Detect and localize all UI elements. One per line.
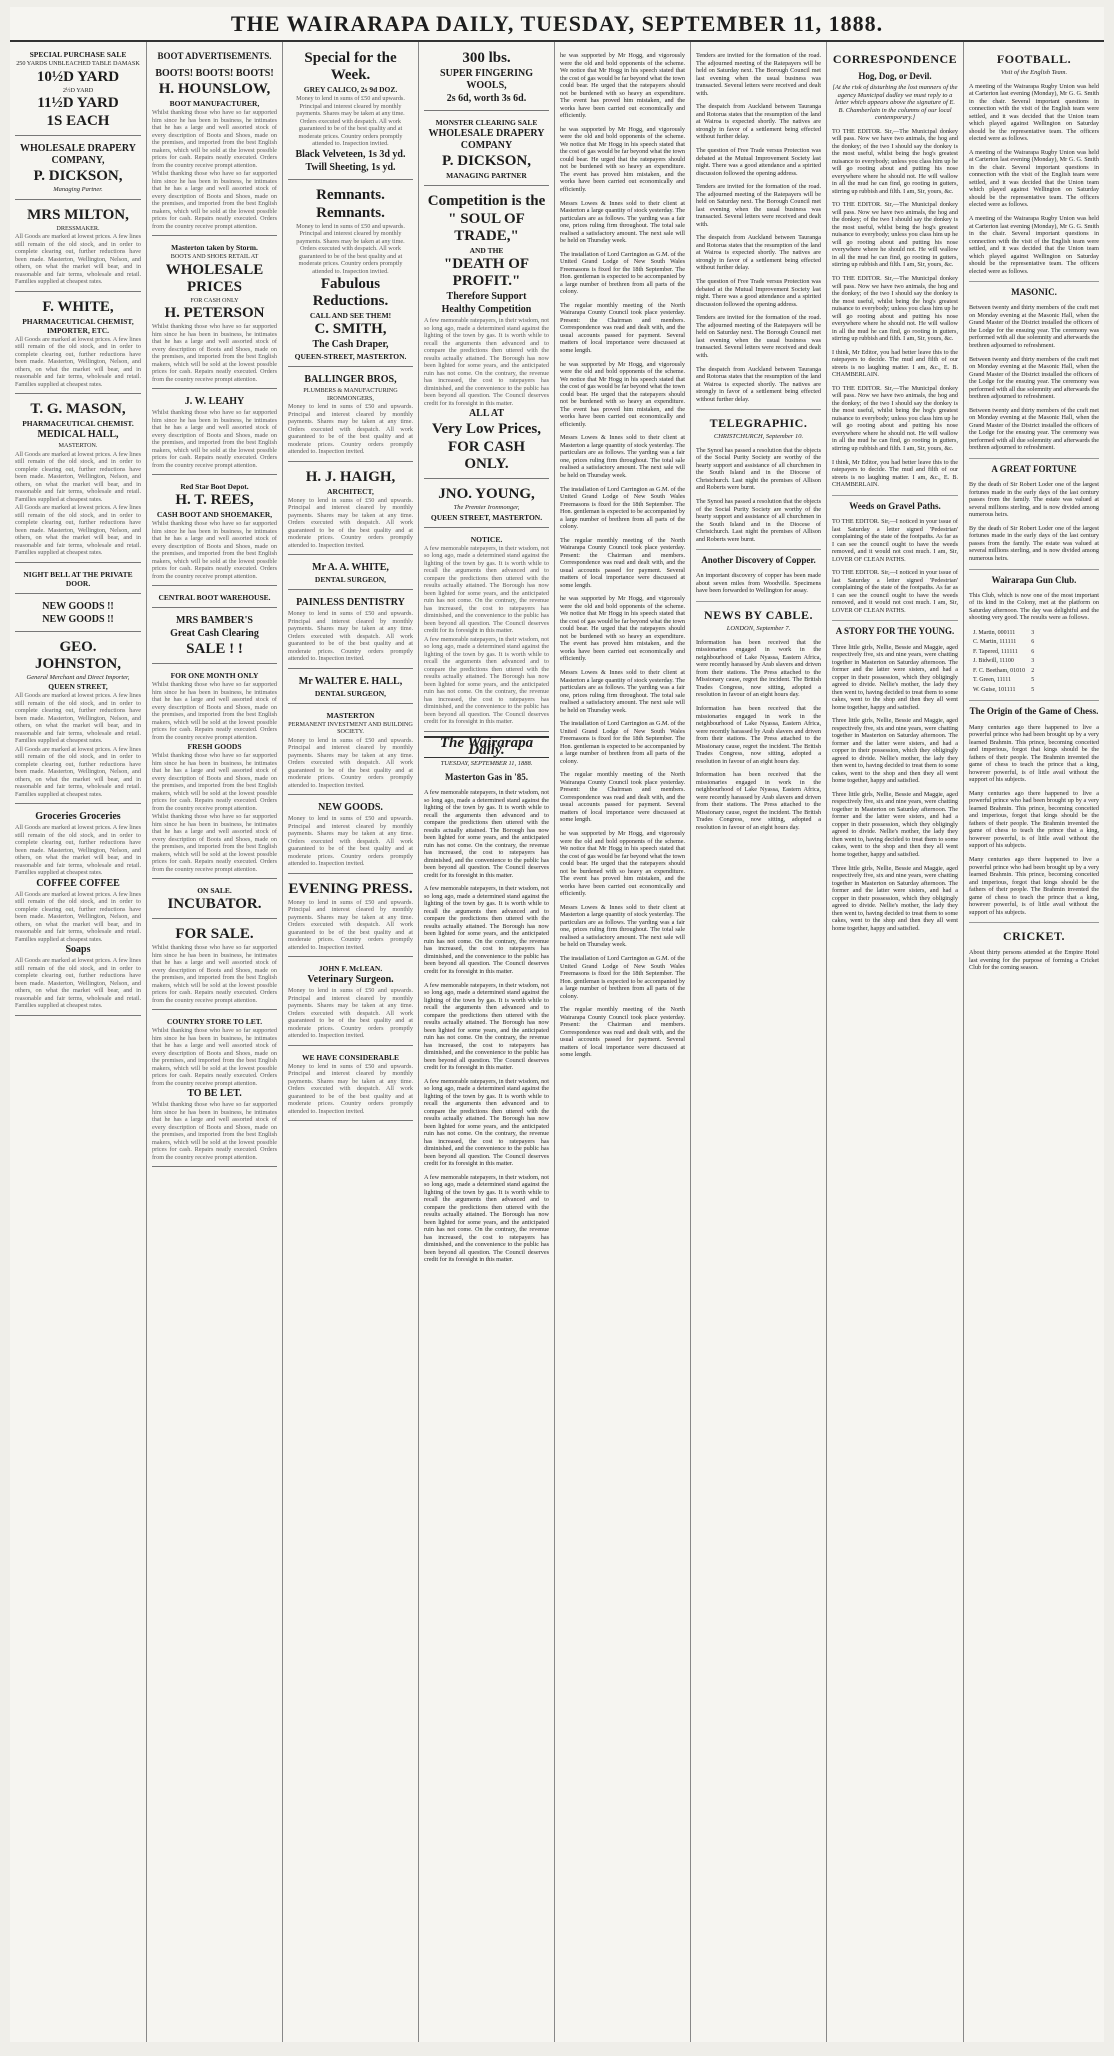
divider xyxy=(832,620,958,621)
ad-central-boot xyxy=(152,589,277,608)
article-body: Many centuries ago there happened to live a powerful prince who had been brought up by a very learned Brahmin. This prince, becoming conceited and imperious, forgot that kings should be the fathers of their people. The Brahmin invented the game of chess to teach the prince that a king, however powerful, is of little avail without the support of his subjects. xyxy=(969,723,1099,784)
ad-sub2: MEDICAL HALL, xyxy=(37,429,119,440)
ad-leahy xyxy=(152,392,277,475)
ad-sub: ARCHITECT, xyxy=(327,486,374,496)
article-body: TO THE EDITOR. Sir,—The Municipal donkey will pass. Now we have two animals, the hog and the donkey; of the two I should say the donkey is the most useful, whilst being the hog's greatest nuisance to everybody; unless you class him up he will go rooting about and putting his nose everywhere where he should not. He will wallow in all the mud he can find, go rooting in gutters, stirring up rubbish and filth. I am, Sir, yours, &c. xyxy=(832,384,958,452)
ad-body: All Goods are marked at lowest prices. A few lines still remain of the old stock, and in order to complete clearing out, further reductions have been made. Masterton, Wellington, Nelson, and others, on what the market will bear, and in reasonable and fair terms, wholesale and retail. Families supplied at cheapest rates. xyxy=(15,890,141,943)
ad-body: Whilst thanking those who have so far supported him since he has been in business, he intimates that he has a large and well assorted stock of every description of Boots and Shoes, made on the premises, and imported from the best English makers, which will be sold at the lowest possible prices for cash. Repairs neatly executed. Orders from the country receive prompt attention. xyxy=(152,944,277,1004)
divider xyxy=(696,549,821,550)
ad-title: FOR ONE MONTH ONLY xyxy=(170,671,259,680)
ad-role: DRESSMAKER. xyxy=(56,224,100,232)
ad-body: Money to lend in sums of £50 and upwards. Principal and interest cleared by monthly payments. Shares may be taken at any time. Orders executed with despatch. All work guaranteed to be of the best quality and at moderate prices. Country orders promptly attended to. Inspection invited. xyxy=(288,815,413,867)
divider xyxy=(969,281,1099,282)
ad-title: WE HAVE CONSIDERABLE xyxy=(302,1052,399,1062)
ad-store-to-let xyxy=(152,1013,277,1167)
article-body: TO THE EDITOR. Sir,—The Municipal donkey will pass. Now we have two animals, the hog and the donkey; of the two I should say the donkey is the most useful, whilst being the hog's greatest nuisance to everybody; unless you class him up he will go rooting about and putting his nose everywhere where he should not. He will wallow in all the mud he can find, go rooting in gutters, stirring up rubbish and filth. I am, Sir, yours, &c. xyxy=(832,275,958,343)
table-cell: F. Tapered, 111111 xyxy=(973,648,1018,655)
ad-name: H. HOUNSLOW, xyxy=(158,81,271,97)
ad-sub: WHOLESALE DRAPERY COMPANY xyxy=(428,128,545,151)
ad-title: 300 lbs. xyxy=(462,50,511,66)
ad-name: P. DICKSON, xyxy=(33,168,123,184)
table-row xyxy=(971,630,1036,638)
article-body: Messrs Lowes & Innes sold to their client at Masterton a large quantity of stock yesterday. The particulars are as follows. The yarding was a fair one, prices ruling firm throughout. The total sale realised a satisfactory amount. The next sale will be held on Thursday week. xyxy=(560,903,685,949)
article-body: About thirty persons attended at the Empire Hotel last evening for the purpose of forming a Cricket Club for the coming season. xyxy=(969,949,1099,972)
ad-big: Fabulous Reductions. xyxy=(312,276,389,309)
ad-title: FOR SALE. xyxy=(175,926,254,942)
article-body: Messrs Lowes & Innes sold to their client at Masterton a large quantity of stock yesterday. The particulars are as follows. The yarding was a fair one, prices ruling firm throughout. The total sale realised a satisfactory amount. The next sale will be held on Thursday week. xyxy=(560,199,685,245)
section-heading: A STORY FOR THE YOUNG. xyxy=(835,626,955,637)
divider xyxy=(832,495,958,496)
ad-sub: SUPER FINGERING WOOLS, xyxy=(439,68,534,91)
article-body: The question of Free Trade versus Protection was debated at the Mutual Improvement Society last night. There was a good attendance and a spirited discussion followed the opening address. xyxy=(696,147,821,177)
ad-sub: PHARMACEUTICAL CHEMIST, IMPORTER, ETC. xyxy=(22,316,134,335)
ad-body: Money to lend in sums of £50 and upwards. Principal and interest cleared by monthly payments. Shares may be taken at any time. Orders executed with despatch. All work guaranteed to be of the best quality and at moderate prices. Country orders promptly attended to. Inspection invited. xyxy=(288,610,413,662)
section-heading: The Origin of the Game of Chess. xyxy=(969,706,1099,717)
table-cell: F. C. Beetham, 01010 xyxy=(973,667,1026,674)
table-row xyxy=(971,668,1036,676)
ad-body: Whilst thanking those who have so far supported him since he has been in business, he intimates that he has a large and well assorted stock of every description of Boots and Shoes, made on the premises, and imported from the best English makers, which will be sold at the lowest possible prices for cash. Repairs neatly executed. Orders from the country receive prompt attention. xyxy=(152,813,277,873)
ad-body: All Goods are marked at lowest prices. A few lines still remain of the old stock, and in order to complete clearing out, further reductions have been made. Masterton, Wellington, Nelson, and others, on what the market will bear, and in reasonable and fair terms, wholesale and retail. Families supplied at cheapest rates. xyxy=(15,692,141,744)
divider xyxy=(969,922,1099,923)
ad-title: CENTRAL BOOT WAREHOUSE. xyxy=(158,593,271,602)
article-body: The despatch from Auckland between Tauranga and Rotorua states that the resumption of the land at Wairoa is expected shortly. The natives are strongly in favor of a settlement being effected without further delay. xyxy=(696,103,821,141)
ad-title: Competition is the xyxy=(427,193,546,209)
ad-haigh xyxy=(288,465,413,556)
article-body: he was supported by Mr Hogg, and vigorously were the old and bold opponents of the scheme. We notice that Mr Hogg in his speech stated that the cost of gas would be far beyond what the town could bear. He urged that the ratepayers should not be burdened with so heavy an expenditure. The event has proved him mistaken, and the works have been carried out economically and efficiently. xyxy=(560,360,685,428)
ad-title: Soaps xyxy=(65,944,91,955)
section-heading: NEWS BY CABLE. xyxy=(704,608,813,623)
ad-body: All Goods are marked at lowest prices. A few lines still remain of the old stock, and in order to complete clearing out, further reductions have been made. Masterton, Wellington, Nelson, and others, on what the market will bear, and in reasonable and fair terms, wholesale and retail. Families supplied at cheapest rates. xyxy=(15,233,141,285)
article-body: The regular monthly meeting of the North Wairarapa County Council took place yesterday. Present: the Chairman and members. Correspondence was read and dealt with, and the usual accounts passed for payment. Several matters of local importance were discussed at some length. xyxy=(560,1006,685,1059)
ad-sub: DENTAL SURGEON, xyxy=(314,575,387,584)
article-body: The despatch from Auckland between Tauranga and Rotorua states that the resumption of the land at Wairoa is expected shortly. The natives are strongly in favor of a settlement being effected without further delay. xyxy=(696,365,821,403)
article-body: A meeting of the Wairarapa Rugby Union was held at Carterton last evening (Monday), Mr G. G. Smith in the chair. Several important questions in connection with the visit of the English team were settled, and it was decided that the Union team which played against Wellington on Saturday should be the representative team. The officers elected were as follows. xyxy=(969,148,1099,209)
ad-big: INCUBATOR. xyxy=(167,896,262,912)
ad-title: JOHN F. McLEAN. xyxy=(318,964,383,973)
ad-building-society xyxy=(288,707,413,796)
ad-jno-young xyxy=(424,482,549,528)
article-body: Tenders are invited for the formation of the road. The adjourned meeting of the Ratepayers will be held on Saturday next. The Borough Council met last evening when the usual business was transacted. Several letters were received and dealt with. xyxy=(696,314,821,359)
ad-body: All Goods are marked at lowest prices. A few lines still remain of the old stock, and in order to complete clearing out, further reductions have been made. Masterton, Wellington, Nelson, and others, on what the market will bear, and in reasonable and fair terms, wholesale and retail. Families supplied at cheapest rates. xyxy=(15,745,141,798)
table-cell: 5 xyxy=(1031,677,1035,684)
ad-big: FOR CASH ONLY. xyxy=(447,439,526,472)
ad-title: GEO. JOHNSTON, xyxy=(35,638,121,672)
ad-and: AND THE xyxy=(469,246,504,255)
article-body: Between twenty and thirty members of the craft met on Monday evening at the Masonic Hall, when the Grand Master of the District installed the officers of the Lodge for the ensuing year. The ceremony was performed with all due solemnity and afterwards the brethren adjourned to refreshment. xyxy=(969,304,1099,349)
ad-title: Remnants. xyxy=(316,186,385,203)
article-body: The installation of Lord Carrington as G.M. of the United Grand Lodge of New South Wales Freemasons is fixed for the 18th September. The Hon. gentleman is expected to be accompanied by a large number of brethren from all parts of the colony. xyxy=(560,720,685,765)
ad-body: All Goods are marked at lowest prices. A few lines still remain of the old stock, and in order to complete clearing out, further reductions have been made. Masterton, Wellington, Nelson, and others, on what the market will bear, and in reasonable and fair terms, wholesale and retail. Families supplied at cheapest rates. xyxy=(15,824,141,876)
section-heading: CRICKET. xyxy=(1002,929,1066,944)
ad-place: QUEEN-STREET, MASTERTON. xyxy=(294,352,407,361)
newspaper-page xyxy=(10,7,1104,2042)
table-cell: W. Guise, 101111 xyxy=(973,686,1016,693)
article-body: The installation of Lord Carrington as G.M. of the United Grand Lodge of New South Wales Freemasons is fixed for the 18th September. The Hon. gentleman is expected to be accompanied by a large number of brethren from all parts of the colony. xyxy=(560,250,685,296)
ad-body: Money to lend in sums of £50 and upwards. Principal and interest cleared by monthly payments. Shares may be taken at any time. Orders executed with despatch. All work guaranteed to be of the best quality and at moderate prices. Country orders promptly attended to. Inspection invited. xyxy=(288,403,413,455)
article-body: I think, Mr Editor, you had better leave this to the ratepayers to decide. The mud and filth of our streets is no laughing matter. I am, &c., E. B. CHAMBERLAIN. xyxy=(832,458,958,489)
table-cell: T. Green, 11111 xyxy=(973,677,1011,684)
ad-quote: "DEATH OF PROFIT." xyxy=(443,256,530,289)
column-3 xyxy=(283,42,419,2042)
ad-body: Whilst thanking those who have so far supported him since he has been in business, he intimates that he has a large and well assorted stock of every description of Boots and Shoes, made on the premises, and imported from the best English makers, which will be sold at the lowest possible prices for cash. Repairs neatly executed. Orders from the country receive prompt attention. xyxy=(152,409,277,469)
ad-evening-press xyxy=(288,877,413,958)
ad-sub: PLUMBERS & MANUFACTURING IRONMONGERS, xyxy=(303,387,398,402)
ad-title: NEW GOODS !! xyxy=(42,600,114,612)
article-body: Tenders are invited for the formation of the road. The adjourned meeting of the Ratepayers will be held on Saturday next. The Borough Council met last evening when the usual business was transacted. Several letters were received and dealt with. xyxy=(696,52,821,97)
ad-line: Twill Sheeting, 1s yd. xyxy=(305,161,396,173)
ad-special-week xyxy=(288,46,413,180)
article-body: Messrs Lowes & Innes sold to their client at Masterton a large quantity of stock yesterday. The particulars are as follows. The yarding was a fair one, prices ruling firm throughout. The total sale realised a satisfactory amount. The next sale will be held on Thursday week. xyxy=(560,434,685,479)
ad-name: P. DICKSON, xyxy=(441,153,532,169)
ad-wholesale-drapery xyxy=(15,139,141,200)
ad-body: A few memorable ratepayers, in their wisdom, not so long ago, made a determined stand against the lighting of the town by gas. It is worth while to recall the arguments then advanced and to compare the predictions then uttered with the results actually attained. The Borough has now been lighted for some years, and the anticipated ruin has not come. On the contrary, the revenue has increased, the cost to ratepayers has diminished, and the convenience to the public has been beyond all question. The Council deserves credit for its foresight in this matter. xyxy=(424,544,549,634)
ad-for-sale xyxy=(152,922,277,1010)
ad-special-purchase xyxy=(15,46,141,136)
table-cell: C. Martin, 111111 xyxy=(973,639,1017,646)
ad-title: COFFEE COFFEE xyxy=(36,877,120,889)
ad-sub: NEW GOODS !! xyxy=(42,613,114,625)
ad-place: QUEEN STREET, MASTERTON. xyxy=(430,512,543,522)
article-body: This Club, which is now one of the most important of its kind in the Colony, met at the platform on Saturday afternoon. The day was delightful and the shooting very good. The results were as follows. xyxy=(969,591,1099,622)
divider xyxy=(969,569,1099,570)
article-body: Many centuries ago there happened to live a powerful prince who had been brought up by a very learned Brahmin. This prince, becoming conceited and imperious, forgot that kings should be the fathers of their people. The Brahmin invented the game of chess to teach the prince that a king, however powerful, is of little avail without the support of his subjects. xyxy=(969,856,1099,916)
section-heading: CORRESPONDENCE xyxy=(832,52,958,66)
masthead: THE WAIRARAPA DAILY, TUESDAY, SEPTEMBER 11, 1888. xyxy=(10,7,1104,42)
ad-new-goods xyxy=(15,597,141,632)
table-row xyxy=(971,658,1036,666)
columns xyxy=(10,42,1104,2042)
ad-title: TO BE LET. xyxy=(187,1088,242,1099)
ad-title: MRS MILTON, xyxy=(27,206,129,223)
ad-one-month xyxy=(152,667,277,879)
ad-title: J. W. LEAHY xyxy=(184,396,245,407)
ad-sub: Healthy Competition xyxy=(441,304,532,315)
ad-hounslow xyxy=(152,64,277,236)
ad-body: A few memorable ratepayers, in their wisdom, not so long ago, made a determined stand against the lighting of the town by gas. It is worth while to recall the arguments then advanced and to compare the predictions then uttered with the results actually attained. The Borough has now been lighted for some years, and the anticipated ruin has not come. On the contrary, the revenue has increased, the cost to ratepayers has diminished, and the convenience to the public has been beyond all question. The Council deserves credit for its foresight in this matter. xyxy=(424,317,549,407)
ad-title: ON SALE. xyxy=(197,886,232,895)
ad-johnston xyxy=(15,635,141,805)
divider xyxy=(969,458,1099,459)
article-body: By the death of Sir Robert Loder one of the largest fortunes made in the early days of the last century passes from the family. The estate was valued at several millions sterling, and is now divided among numerous heirs. xyxy=(969,524,1099,562)
table-row xyxy=(971,687,1036,695)
ad-night-bell xyxy=(15,566,141,594)
ad-title: NOTICE. xyxy=(470,534,503,544)
ad-sub: CASH BOOT AND SHOEMAKER, xyxy=(156,510,273,519)
ad-role: MANAGING PARTNER xyxy=(446,171,527,180)
article-body: The regular monthly meeting of the North Wairarapa County Council took place yesterday. Present: the Chairman and members. Correspondence was read and dealt with, and the usual accounts passed for payment. Several matters of local importance were discussed at some length. xyxy=(560,301,685,354)
ad-body: Money to lend in sums of £50 and upwards. Principal and interest cleared by monthly payments. Shares may be taken at any time. Orders executed with despatch. All work guaranteed to be of the best quality and at moderate prices. Country orders promptly attended to. Inspection invited. xyxy=(288,1062,413,1115)
ad-title: Mr A. A. WHITE, xyxy=(312,562,389,573)
ad-f-white xyxy=(15,295,141,395)
ad-notice xyxy=(424,531,549,732)
section-sub: Visit of the English Team. xyxy=(1000,69,1068,76)
letter-title: Hog, Dog, or Devil. xyxy=(858,71,932,81)
column-5 xyxy=(555,42,691,2042)
article-body: TO THE EDITOR. Sir,—I noticed in your issue of last Saturday a letter signed 'Pedestrian' complaining of the state of the footpaths. As far as I can see the council ought to have the weeds removed, and it would not cost much. I am, Sir, LOVER OF CLEAN PATHS. xyxy=(832,518,958,563)
issue-date: TUESDAY, SEPTEMBER 11, 1888. xyxy=(440,759,533,767)
column-4 xyxy=(419,42,555,2042)
ad-mrs-bamber xyxy=(152,611,277,664)
ad-title: WHOLESALE DRAPERY COMPANY, xyxy=(19,143,137,166)
article-body: A few memorable ratepayers, in their wisdom, not so long ago, made a determined stand against the lighting of the town by gas. It is worth while to recall the arguments then advanced and to compare the predictions then uttered with the results actually attained. The Borough has now been lighted for some years, and the anticipated ruin has not come. On the contrary, the revenue has increased, the cost to ratepayers has diminished, and the convenience to the public has been beyond all question. The Council deserves credit for its foresight in this matter. xyxy=(424,981,549,1072)
article-body: I think, Mr Editor, you had better leave this to the ratepayers to decide. The mud and filth of our streets is no laughing matter. I am, &c., E. B. CHAMBERLAIN. xyxy=(832,348,958,379)
ad-mason xyxy=(15,397,141,563)
section-heading: Another Discovery of Copper. xyxy=(701,555,816,566)
ad-sub: BOOTS AND SHOES RETAIL AT xyxy=(170,253,259,260)
scores-table xyxy=(969,628,1038,697)
ad-body: A few memorable ratepayers, in their wisdom, not so long ago, made a determined stand against the lighting of the town by gas. It is worth while to recall the arguments then advanced and to compare the predictions then uttered with the results actually attained. The Borough has now been lighted for some years, and the anticipated ruin has not come. On the contrary, the revenue has increased, the cost to ratepayers has diminished, and the convenience to the public has been beyond all question. The Council deserves credit for its foresight in this matter. xyxy=(424,635,549,725)
ad-sub: FRESH GOODS xyxy=(187,742,242,751)
ad-name: H. PETERSON xyxy=(164,305,265,321)
article-body: Tenders are invited for the formation of the road. The adjourned meeting of the Ratepayers will be held on Saturday next. The Borough Council met last evening when the usual business was transacted. Several letters were received and dealt with. xyxy=(696,183,821,228)
ad-body: Money to lend in sums of £50 and upwards. Principal and interest cleared by monthly payments. Shares may be taken at any time. Orders executed with despatch. All work guaranteed to be of the best quality and at moderate prices. Country orders promptly attended to. Inspection invited. xyxy=(288,736,413,789)
article-body: Three little girls, Nellie, Bessie and Maggie, aged respectively five, six and nine years, were chatting together in Masterton on Saturday afternoon. The former and the latter were sisters, and had a copper in their possession, which they obligingly agreed to divide. Nellie's mother, the lady they then went to, having decided to treat them to some cakes, went to the shop and then they all went home together, happy and satisfied. xyxy=(832,643,958,711)
article-body: The regular monthly meeting of the North Wairarapa County Council took place yesterday. Present: the Chairman and members. Correspondence was read and dealt with, and the usual accounts passed for payment. Several matters of local importance were discussed at some length. xyxy=(560,771,685,824)
ad-groceries xyxy=(15,807,141,1016)
ad-title: PAINLESS DENTISTRY xyxy=(296,597,405,608)
article-title: Masterton Gas in '85. xyxy=(445,772,528,782)
ad-considerable xyxy=(288,1049,413,1122)
article-body: Information has been received that the missionaries engaged in work in the neighbourhood of Lake Nyassa, Eastern Africa, were recently harassed by Arab slavers and driven from their stations. The Press attached to the Missionary cause, regret the incident. The British Trades Congress, now sitting, adopted a resolution in favour of an eight hours day. xyxy=(696,771,821,831)
ad-rees xyxy=(152,478,277,586)
section-heading: TELEGRAPHIC. xyxy=(709,416,808,431)
ad-body: Money to lend in sums of £50 and upwards. Principal and interest cleared by monthly payments. Shares may be taken at any time. Orders executed with despatch. All work guaranteed to be of the best quality and at moderate prices. Country orders promptly attended to. Inspection invited. xyxy=(288,496,413,549)
section-heading: MASONIC. xyxy=(1011,287,1057,298)
article-body: The installation of Lord Carrington as G.M. of the United Grand Lodge of New South Wales Freemasons is fixed for the 18th September. The Hon. gentleman is expected to be accompanied by a large number of brethren from all parts of the colony. xyxy=(560,485,685,530)
ad-body: Whilst thanking those who have so far supported him since he has been in business, he intimates that he has a large and well assorted stock of every description of Boots and Shoes, made on the premises, and imported from the best English makers, which will be sold at the lowest possible prices for cash. Repairs neatly executed. Orders from the country receive prompt attention. xyxy=(152,752,277,812)
ad-name: C. SMITH, xyxy=(314,321,387,337)
divider xyxy=(696,409,821,410)
ad-sub: DENTAL SURGEON, xyxy=(314,688,387,698)
article-body: A few memorable ratepayers, in their wisdom, not so long ago, made a determined stand against the lighting of the town by gas. It is worth while to recall the arguments then advanced and to compare the predictions then uttered with the results actually attained. The Borough has now been lighted for some years, and the anticipated ruin has not come. On the contrary, the revenue has increased, the cost to ratepayers has diminished, and the convenience to the public has been beyond all question. The Council deserves credit for its foresight in this matter. xyxy=(424,789,549,879)
ad-title: MASTERTON xyxy=(326,710,375,720)
table-cell: 6 xyxy=(1031,648,1035,655)
table-cell: J. Martin, 000111 xyxy=(973,629,1016,636)
article-body: By the death of Sir Robert Loder one of the largest fortunes made in the early days of the last century passes from the family. The estate was valued at several millions sterling, and is now divided among numerous heirs. xyxy=(969,481,1099,519)
article-body: Between twenty and thirty members of the craft met on Monday evening at the Masonic Hall, when the Grand Master of the District installed the officers of the Lodge for the ensuing year. The ceremony was performed with all due solemnity and afterwards the brethren adjourned to refreshment. xyxy=(969,406,1099,452)
article-body: he was supported by Mr Hogg, and vigorously were the old and bold opponents of the scheme. We notice that Mr Hogg in his speech stated that the cost of gas would be far beyond what the town could bear. He urged that the ratepayers should not be burdened with so heavy an expenditure. The event has proved him mistaken, and the works have been carried out economically and efficiently. xyxy=(560,830,685,898)
section-header: BOOT ADVERTISEMENTS. xyxy=(157,51,272,61)
ad-title: SPECIAL PURCHASE SALE xyxy=(29,50,127,59)
ad-cta: CALL AND SEE THEM! xyxy=(309,311,392,320)
ad-big: WHOLESALE PRICES xyxy=(165,261,264,295)
ad-body: All Goods are marked at lowest prices. A few lines still remain of the old stock, and in order to complete clearing out, further reductions have been made. Masterton, Wellington, Nelson, and others, on what the market will bear, and in reasonable and fair terms, wholesale and retail. Families supplied at cheapest rates. xyxy=(15,335,141,388)
ad-body: Money to lend in sums of £50 and upwards. Principal and interest cleared by monthly payments. Shares may be taken at any time. Orders executed with despatch. All work guaranteed to be of the best quality and at moderate prices. Country orders promptly attended to. Inspection invited. xyxy=(296,222,405,275)
ad-body: All Goods are marked at lowest prices. A few lines still remain of the old stock, and in order to complete clearing out, further reductions have been made. Masterton, Wellington, Nelson, and others, on what the market will bear, and in reasonable and fair terms, wholesale and retail. Families supplied at cheapest rates. xyxy=(15,450,141,503)
article-body: The regular monthly meeting of the North Wairarapa County Council took place yesterday. Present: the Chairman and members. Correspondence was read and dealt with, and the usual accounts passed for payment. Several matters of local importance were discussed at some length. xyxy=(560,536,685,589)
ad-body: Money to lend in sums of £50 and upwards. Principal and interest cleared by monthly payments. Shares may be taken at any time. Orders executed with despatch. All work guaranteed to be of the best quality and at moderate prices. Country orders promptly attended to. Inspection invited. xyxy=(288,987,413,1039)
ad-body: Money to lend in sums of £50 and upwards. Principal and interest cleared by monthly payments. Shares may be taken at any time. Orders executed with despatch. All work guaranteed to be of the best quality and at moderate prices. Country orders promptly attended to. Inspection invited. xyxy=(296,95,405,147)
article-body: he was supported by Mr Hogg, and vigorously were the old and bold opponents of the scheme. We notice that Mr Hogg in his speech stated that the cost of gas would be far beyond what the town could bear. He urged that the ratepayers should not be burdened with so heavy an expenditure. The event has proved him mistaken, and the works have been carried out economically and efficiently. xyxy=(560,52,685,120)
ad-body: Whilst thanking those who have so far supported him since he has been in business, he intimates that he has a large and well assorted stock of every description of Boots and Shoes, made on the premises, and imported from the best English makers, which will be sold at the lowest possible prices for cash. Repairs neatly executed. Orders from the country receive prompt attention. xyxy=(152,520,277,580)
ad-body: Whilst thanking those who have so far supported him since he has been in business, he intimates that he has a large and well assorted stock of every description of Boots and Shoes, made on the premises, and imported from the best English makers, which will be sold at the lowest possible prices for cash. Repairs neatly executed. Orders from the country receive prompt attention. xyxy=(152,170,277,230)
ad-title: NIGHT BELL AT THE PRIVATE DOOR. xyxy=(23,569,133,588)
ad-sub: Veterinary Surgeon. xyxy=(307,974,394,985)
column-1 xyxy=(10,42,147,2042)
article-body: TO THE EDITOR. Sir,—The Municipal donkey will pass. Now we have two animals, the hog and the donkey; of the two I should say the donkey is the most useful, whilst being the hog's greatest nuisance to everybody; unless you class him up he will go rooting about and putting his nose everywhere where he should not. He will wallow in all the mud he can find, go rooting in gutters, stirring up rubbish and filth. I am, Sir, yours, &c. xyxy=(832,201,958,269)
ad-sub: PERMANENT INVESTMENT AND BUILDING SOCIETY. xyxy=(288,720,413,735)
ad-title: Red Star Boot Depot. xyxy=(180,482,249,491)
ad-sub: Therefore Support xyxy=(446,291,527,302)
table-row xyxy=(971,677,1036,685)
newspaper-nameplate: The Wairarapa Daily. xyxy=(424,736,549,758)
article-body: A few memorable ratepayers, in their wisdom, not so long ago, made a determined stand against the lighting of the town by gas. It is worth while to recall the arguments then advanced and to compare the predictions then uttered with the results actually attained. The Borough has now been lighted for some years, and the anticipated ruin has not come. On the contrary, the revenue has increased, the cost to ratepayers has diminished, and the convenience to the public has been beyond all question. The Council deserves credit for its foresight in this matter. xyxy=(424,1173,549,1264)
article-body: Three little girls, Nellie, Bessie and Maggie, aged respectively five, six and nine years, were chatting together in Masterton on Saturday afternoon. The former and the latter were sisters, and had a copper in their possession, which they obligingly agreed to divide. Nellie's mother, the lady they then went to, having decided to treat them to some cakes, went to the shop and then they all went home together, happy and satisfied. xyxy=(832,717,958,785)
ad-big: SALE ! ! xyxy=(186,641,243,657)
ad-competition xyxy=(424,189,549,479)
article-body: A meeting of the Wairarapa Rugby Union was held at Carterton last evening (Monday), Mr G. G. Smith in the chair. Several important questions in connection with the visit of the English team were settled, and it was decided that the Union team which played against Wellington on Saturday should be the representative team. The officers elected were as follows. xyxy=(969,215,1099,275)
ad-title: EVENING PRESS. xyxy=(288,880,413,897)
ad-painless xyxy=(288,593,413,669)
article-body: TO THE EDITOR. Sir,—The Municipal donkey will pass. Now we have two animals, the hog and the donkey; of the two I should say the donkey is the most useful, whilst being the hog's greatest nuisance to everybody; unless you class him up he will go rooting about and putting his nose everywhere where he should not. He will wallow in all the mud he can find, go rooting in gutters, stirring up rubbish and filth. I am, Sir, yours, &c. xyxy=(832,127,958,195)
ad-role: Managing Partner. xyxy=(53,186,103,193)
article-body: Messrs Lowes & Innes sold to their client at Masterton a large quantity of stock yesterday. The particulars are as follows. The yarding was a fair one, prices ruling firm throughout. The total sale realised a satisfactory amount. The next sale will be held on Thursday week. xyxy=(560,669,685,714)
article-body: he was supported by Mr Hogg, and vigorously were the old and bold opponents of the scheme. We notice that Mr Hogg in his speech stated that the cost of gas would be far beyond what the town could bear. He urged that the ratepayers should not be burdened with so heavy an expenditure. The event has proved him mistaken, and the works have been carried out economically and efficiently. xyxy=(560,125,685,193)
ad-body: Whilst thanking those who have so far supported him since he has been in business, he intimates that he has a large and well assorted stock of every description of Boots and Shoes, made on the premises, and imported from the best English makers, which will be sold at the lowest possible prices for cash. Repairs neatly executed. Orders from the country receive prompt attention. xyxy=(152,1027,277,1087)
ad-monster-sale xyxy=(424,114,549,186)
article-body: A few memorable ratepayers, in their wisdom, not so long ago, made a determined stand against the lighting of the town by gas. It is worth while to recall the arguments then advanced and to compare the predictions then uttered with the results actually attained. The Borough has now been lighted for some years, and the anticipated ruin has not come. On the contrary, the revenue has increased, the cost to ratepayers has diminished, and the convenience to the public has been beyond all question. The Council deserves credit for its foresight in this matter. xyxy=(424,885,549,975)
ad-title: BALLINGER BROS, xyxy=(304,374,397,385)
ad-title: Mr WALTER E. HALL, xyxy=(298,675,403,687)
article-body: A meeting of the Wairarapa Rugby Union was held at Carterton last evening (Monday), Mr G. G. Smith in the chair. Several important questions in connection with the visit of the English team were settled, and it was decided that the Union team which played against Wellington on Saturday should be the representative team. The officers elected were as follows. xyxy=(969,82,1099,143)
article-body: The question of Free Trade versus Protection was debated at the Mutual Improvement Society last night. There was a good attendance and a spirited discussion followed the opening address. xyxy=(696,278,821,308)
letter-title: Weeds on Gravel Paths. xyxy=(849,500,941,511)
ad-body: All Goods are marked at lowest prices. A few lines still remain of the old stock, and in order to complete clearing out, further reductions have been made. Masterton, Wellington, Nelson, and others, on what the market will bear, and in reasonable and fair terms, wholesale and retail. Families supplied at cheapest rates. xyxy=(15,957,141,1009)
article-body: TO THE EDITOR. Sir,—I noticed in your issue of last Saturday a letter signed 'Pedestrian' complaining of the state of the footpaths. As far as I can see the council ought to have the weeds removed, and it would not cost much. I am, Sir, LOVER OF CLEAN PATHS. xyxy=(832,569,958,614)
ad-body: Whilst thanking those who have so far supported him since he has been in business, he intimates that he has a large and well assorted stock of every description of Boots and Shoes, made on the premises, and imported from the best English makers, which will be sold at the lowest possible prices for cash. Repairs neatly executed. Orders from the country receive prompt attention. xyxy=(152,109,277,169)
table-cell: 6 xyxy=(1031,639,1035,646)
ad-role: The Cash Draper, xyxy=(312,339,389,350)
article-body: Three little girls, Nellie, Bessie and Maggie, aged respectively five, six and nine years, were chatting together in Masterton on Saturday afternoon. The former and the latter were sisters, and had a copper in their possession, which they obligingly agreed to divide. Nellie's mother, the lady they then went to, having decided to treat them to some cakes, went to the shop and then they all went home together, happy and satisfied. xyxy=(832,864,958,932)
ad-fingering-wools xyxy=(424,46,549,111)
ad-place: MASTERTON. xyxy=(58,442,98,449)
ad-title: JNO. YOUNG, xyxy=(438,486,535,502)
ad-white-dentist xyxy=(288,558,413,590)
ad-mclean xyxy=(288,960,413,1046)
section-heading: A GREAT FORTUNE xyxy=(991,464,1077,474)
ad-sub: The Premier Ironmonger, xyxy=(453,504,520,511)
table-cell: 2 xyxy=(1031,667,1035,674)
ad-body: Whilst thanking those who have so far supported him since he has been in business, he intimates that he has a large and well assorted stock of every description of Boots and Shoes, made on the premises, and imported from the best English makers, which will be sold at the lowest possible prices for cash. Repairs neatly executed. Orders from the country receive prompt attention. xyxy=(152,681,277,741)
ad-sub: Remnants. xyxy=(316,204,385,221)
ad-body: Whilst thanking those who have so far supported him since he has been in business, he intimates that he has a large and well assorted stock of every description of Boots and Shoes, made on the premises, and imported from the best English makers, which will be sold at the lowest possible prices for cash. Repairs neatly executed. Orders from the country receive prompt attention. xyxy=(152,323,277,383)
ad-line: Black Velveteen, 1s 3d yd. xyxy=(295,148,406,160)
ad-title: T. G. MASON, xyxy=(30,401,126,417)
ad-remnants xyxy=(288,183,413,368)
ad-sub: Very Low Prices, xyxy=(432,421,541,437)
ad-line: 2½D YARD xyxy=(62,86,94,94)
table-row xyxy=(971,649,1036,657)
ad-ballinger xyxy=(288,370,413,462)
dateline: LONDON, September 7. xyxy=(726,625,791,633)
ad-role: BOOT MANUFACTURER, xyxy=(169,99,260,108)
article-body: Three little girls, Nellie, Bessie and Maggie, aged respectively five, six and nine years, were chatting together in Masterton on Saturday afternoon. The former and the latter were sisters, and had a copper in their possession, which they obligingly agreed to divide. Nellie's mother, the lady they then went to, having decided to treat them to some cakes, went to the shop and then they all went home together, happy and satisfied. xyxy=(832,790,958,858)
table-row xyxy=(971,639,1036,647)
ad-title: H. J. HAIGH, xyxy=(305,468,396,485)
article-body: A few memorable ratepayers, in their wisdom, not so long ago, made a determined stand against the lighting of the town by gas. It is worth while to recall the arguments then advanced and to compare the predictions then uttered with the results actually attained. The Borough has now been lighted for some years, and the anticipated ruin has not come. On the contrary, the revenue has increased, the cost to ratepayers has diminished, and the convenience to the public has been beyond all question. The Council deserves credit for its foresight in this matter. xyxy=(424,1077,549,1168)
section-heading: FOOTBALL. xyxy=(996,52,1072,66)
column-7 xyxy=(827,42,964,2042)
ad-price: 11½D YARD xyxy=(37,95,119,111)
ad-title: MONSTER CLEARING SALE xyxy=(435,118,538,127)
table-cell: 5 xyxy=(1031,686,1035,693)
editor-note: [At the risk of disturbing the lost manners of the agency Municipal dudley we must reply to a letter which appears above the signature of E. B. Chamberlain in the columns of our local contemporary.] xyxy=(832,84,958,121)
ad-peterson xyxy=(152,239,277,389)
ad-title: ALL AT xyxy=(468,408,505,419)
ad-title: NEW GOODS. xyxy=(318,802,383,813)
ad-new-goods xyxy=(288,798,413,874)
ad-title: BOOTS! BOOTS! BOOTS! xyxy=(155,68,274,79)
article-body: An important discovery of copper has been made about seven miles from Woodville. Specimens have been forwarded to Wellington for assay. xyxy=(696,572,821,595)
table-cell: 3 xyxy=(1031,629,1035,636)
article-body: Information has been received that the missionaries engaged in work in the neighbourhood of Lake Nyassa, Eastern Africa, were recently harassed by Arab slavers and driven from their stations. The Press attached to the Missionary cause, regret the incident. The British Trades Congress, now sitting, adopted a resolution in favour of an eight hours day. xyxy=(696,638,821,699)
ad-mrs-milton xyxy=(15,203,141,292)
ad-sub: Great Cash Clearing xyxy=(170,628,259,639)
ad-title: Groceries Groceries xyxy=(35,811,121,822)
ad-body: Whilst thanking those who have so far supported him since he has been in business, he intimates that he has a large and well assorted stock of every description of Boots and Shoes, made on the premises, and imported from the best English makers, which will be sold at the lowest possible prices for cash. Repairs neatly executed. Orders from the country receive prompt attention. xyxy=(152,1101,277,1161)
ad-sub: General Merchant and Direct Importer, xyxy=(26,673,130,681)
ad-body: All Goods are marked at lowest prices. A few lines still remain of the old stock, and in order to complete clearing out, further reductions have been made. Masterton, Wellington, Nelson, and others, on what the market will bear, and in reasonable and fair terms, wholesale and retail. Families supplied at cheapest rates. xyxy=(15,504,141,556)
article-body: The Synod has passed a resolution that the objects of the Social Purity Society are worthy of the hearty support and assistance of all churchmen in the South Island and in the Diocese of Christchurch. Last night the premises of Allison and Roberts were burnt. xyxy=(696,498,821,543)
article-body: Information has been received that the missionaries engaged in work in the neighbourhood of Lake Nyassa, Eastern Africa, were recently harassed by Arab slavers and driven from their stations. The Press attached to the Missionary cause, regret the incident. The British Trades Congress, now sitting, adopted a resolution in favour of an eight hours day. xyxy=(696,705,821,765)
ad-place: QUEEN STREET, xyxy=(48,682,108,691)
article-body: The despatch from Auckland between Tauranga and Rotorua states that the resumption of the land at Wairoa is expected shortly. The natives are strongly in favor of a settlement being effected without further delay. xyxy=(696,234,821,272)
column-6 xyxy=(691,42,827,2042)
ad-title: MRS BAMBER'S xyxy=(176,615,253,626)
column-8 xyxy=(964,42,1104,2042)
divider xyxy=(696,601,821,602)
ad-sub: PHARMACEUTICAL CHEMIST. xyxy=(22,419,134,428)
ad-price: 2s 6d, worth 3s 6d. xyxy=(446,93,527,104)
column-2 xyxy=(147,42,283,2042)
article-body: Between twenty and thirty members of the craft met on Monday evening at the Masonic Hall, when the Grand Master of the District installed the officers of the Lodge for the ensuing year. The ceremony was performed with all due solemnity and afterwards the brethren adjourned to refreshment. xyxy=(969,355,1099,401)
article-body: Many centuries ago there happened to live a powerful prince who had been brought up by a very learned Brahmin. This prince, becoming conceited and imperious, forgot that kings should be the fathers of their people. The Brahmin invented the game of chess to teach the prince that a king, however powerful, is of little avail without the support of his subjects. xyxy=(969,789,1099,850)
table-cell: J. Bidwill, 11100 xyxy=(973,658,1014,665)
ad-line: GREY CALICO, 2s 9d DOZ. xyxy=(303,85,398,94)
ad-quote: " SOUL OF TRADE," xyxy=(448,211,525,244)
ad-body: Money to lend in sums of £50 and upwards. Principal and interest cleared by monthly payments. Shares may be taken at any time. Orders executed with despatch. All work guaranteed to be of the best quality and at moderate prices. Country orders promptly attended to. Inspection invited. xyxy=(288,898,413,951)
section-heading: Wairarapa Gun Club. xyxy=(991,574,1077,585)
ad-title: F. WHITE, xyxy=(42,298,114,315)
ad-title: Masterton taken by Storm. xyxy=(171,243,258,252)
ad-name: H. T. REES, xyxy=(175,492,254,508)
dateline: CHRISTCHURCH, September 10. xyxy=(713,433,804,441)
table-cell: 3 xyxy=(1031,658,1035,665)
ad-line: 250 YARDS UNBLEACHED TABLE DAMASK xyxy=(16,60,140,67)
ad-hall-dentist xyxy=(288,672,413,704)
ad-cash: FOR CASH ONLY xyxy=(190,296,239,304)
ad-price: 10½D YARD xyxy=(36,68,120,85)
article-body: The Synod has passed a resolution that the objects of the Social Purity Society are worthy of the hearty support and assistance of all churchmen in the South Island and in the Diocese of Christchurch. Last night the premises of Allison and Roberts were burnt. xyxy=(696,446,821,492)
ad-price: 1S EACH xyxy=(46,113,110,129)
ad-title: COUNTRY STORE TO LET. xyxy=(166,1017,263,1026)
article-body: The installation of Lord Carrington as G.M. of the United Grand Lodge of New South Wales Freemasons is fixed for the 18th September. The Hon. gentleman is expected to be accompanied by a large number of brethren from all parts of the colony. xyxy=(560,955,685,1000)
divider xyxy=(969,700,1099,701)
article-body: he was supported by Mr Hogg, and vigorously were the old and bold opponents of the scheme. We notice that Mr Hogg in his speech stated that the cost of gas would be far beyond what the town could bear. He urged that the ratepayers should not be burdened with so heavy an expenditure. The event has proved him mistaken, and the works have been carried out economically and efficiently. xyxy=(560,595,685,663)
ad-on-sale xyxy=(152,882,277,919)
ad-title: Special for the Week. xyxy=(304,50,397,83)
